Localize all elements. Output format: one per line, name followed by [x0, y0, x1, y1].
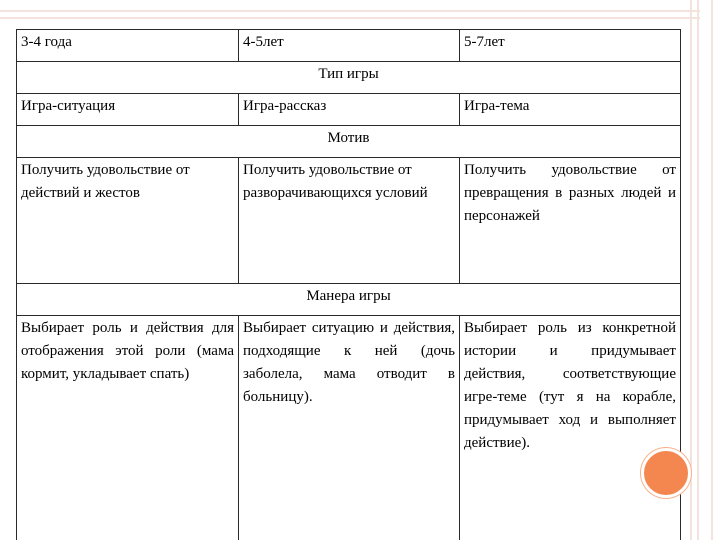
table-row: [17, 62, 681, 94]
game-type-cell: Игра-рассказ: [239, 94, 460, 126]
manner-cell: Выбирает роль из конкретной истории и придумывает действия, соответствующие игре-теме (тут я на корабле, придумывает ход и выполняет действие).: [460, 316, 681, 540]
game-type-cell: Игра-тема: [460, 94, 681, 126]
decorative-dot: [641, 448, 691, 498]
table-row: [17, 126, 681, 158]
column-header-age-5-7: 5-7лет: [460, 30, 681, 62]
frame-line: [0, 10, 700, 12]
motive-cell: Получить удовольствие от действий и жестов: [17, 158, 239, 284]
section-title-game-type: Тип игры: [17, 62, 681, 94]
table-row: [17, 94, 681, 126]
frame-line: [697, 0, 699, 540]
column-header-age-4-5: 4-5лет: [239, 30, 460, 62]
frame-line: [711, 0, 713, 540]
motive-cell: Получить удовольствие от разворачивающихся условий: [239, 158, 460, 284]
section-title-motive: Мотив: [17, 126, 681, 158]
motive-cell: Получить удовольствие от превращения в разных людей и персонажей: [460, 158, 681, 284]
play-development-table: [16, 29, 681, 540]
game-type-cell: Игра-ситуация: [17, 94, 239, 126]
manner-cell: Выбирает роль и действия для отображения этой роли (мама кормит, укладывает спать): [17, 316, 239, 540]
table-row: [17, 284, 681, 316]
table-row: [17, 158, 681, 284]
table-row: [17, 316, 681, 540]
frame-line: [690, 0, 692, 540]
manner-cell: Выбирает ситуацию и действия, подходящие к ней (дочь заболела, мама отводит в больницу).: [239, 316, 460, 540]
section-title-manner: Манера игры: [17, 284, 681, 316]
column-header-age-3-4: 3-4 года: [17, 30, 239, 62]
frame-line: [0, 17, 700, 19]
table-row: [17, 30, 681, 62]
